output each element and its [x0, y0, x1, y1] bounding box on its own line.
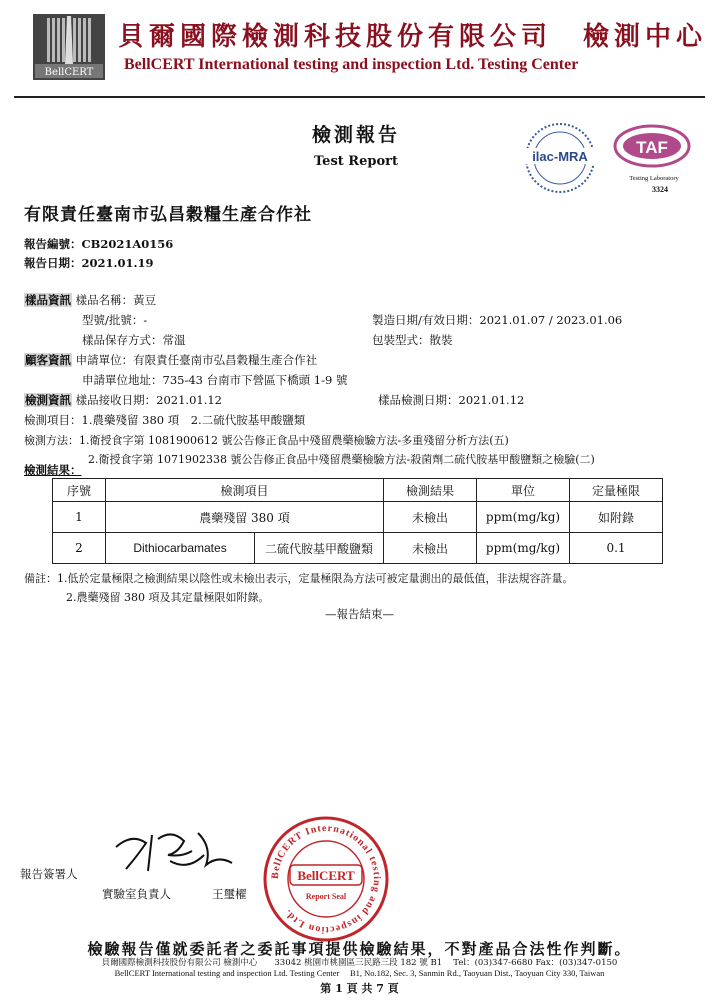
- cell-seq: 2: [53, 533, 106, 564]
- cell-unit: ppm(mg/kg): [477, 533, 570, 564]
- cell-unit: ppm(mg/kg): [477, 502, 570, 533]
- sample-name: 樣品名稱：黃豆: [75, 293, 157, 307]
- sample-storage: 樣品保存方式：常溫: [82, 333, 186, 347]
- report-no: [24, 236, 173, 252]
- report-seal: [262, 815, 390, 943]
- sample-mfg: 製造日期/有效日期：2021.01.07 / 2023.01.06: [372, 313, 623, 327]
- cell-result: 未檢出: [384, 533, 477, 564]
- test-items: 檢測項目：1.農藥殘留 380 項 2.二硫代胺基甲酸鹽類: [24, 413, 306, 427]
- ilac-text: ilac-MRA: [532, 149, 588, 164]
- received-date: 樣品接收日期：2021.01.12: [75, 393, 222, 407]
- report-date: [24, 255, 154, 271]
- sample-tag: 樣品資訊: [25, 293, 71, 307]
- taf-logo: [612, 124, 692, 200]
- company-logo: [33, 14, 105, 80]
- report-title-en: Test Report: [314, 154, 398, 169]
- cell-item-cn: 二硫代胺基甲酸鹽類: [255, 533, 384, 564]
- test-method-2: 2.衛授食字第 1071902338 號公告修正食品中殘留農藥檢驗方法-殺菌劑二硫代胺基甲酸鹽類之檢驗(二): [88, 453, 595, 466]
- header-loq: 定量極限: [570, 479, 663, 502]
- client-name: 有限責任臺南市弘昌穀糧生產合作社: [24, 205, 312, 225]
- cell-item: 農藥殘留 380 項: [106, 502, 384, 533]
- taf-text: TAF: [636, 138, 668, 157]
- cell-seq: 1: [53, 502, 106, 533]
- cell-result: 未檢出: [384, 502, 477, 533]
- footer-address-en: BellCERT International testing and inspection Ltd. Testing Center B1, No.182, Sec. 3, Sanmin Rd., Taoyuan Dist., Taoyuan City 330, Taiwan: [114, 968, 605, 978]
- test-info-tag: 檢測資訊: [25, 393, 71, 407]
- signer-name: 王璽櫂: [212, 887, 247, 901]
- results-label: 檢測結果：: [24, 463, 82, 477]
- customer-address: 申請單位地址：735-43 台南市下營區下橋頭 1-9 號: [82, 373, 348, 387]
- tested-date: 樣品檢測日期：2021.01.12: [378, 393, 525, 407]
- header-unit: 單位: [477, 479, 570, 502]
- table-header-row: [53, 479, 663, 502]
- signature: [108, 825, 238, 875]
- cell-item-en: Dithiocarbamates: [106, 533, 255, 564]
- seal-center-text: BellCERT: [297, 868, 355, 883]
- signer-role: 實驗室負責人: [102, 887, 171, 901]
- test-method-1: 檢測方法：1.衛授食字第 1081900612 號公告修正食品中殘留農藥檢驗方法-多重殘留分析方法(五): [24, 434, 509, 447]
- page-number: 第 1 頁 共 7 頁: [320, 982, 399, 995]
- report-end: —報告結束—: [325, 607, 394, 621]
- sample-package: 包裝型式：散裝: [372, 333, 453, 347]
- customer-row-1: [24, 352, 317, 368]
- customer-tag: 顧客資訊: [25, 353, 71, 367]
- logo-text: BellCERT: [44, 67, 94, 78]
- table-row: [53, 502, 663, 533]
- cell-loq: 如附錄: [570, 502, 663, 533]
- cell-loq: 0.1: [570, 533, 663, 564]
- company-name-cn: 貝爾國際檢測科技股份有限公司 檢測中心: [118, 22, 708, 52]
- header-seq: 序號: [53, 479, 106, 502]
- report-no-value: CB2021A0156: [81, 237, 174, 251]
- taf-number: 3324: [652, 185, 668, 194]
- test-info-row: [24, 392, 222, 408]
- report-date-label: 報告日期：: [24, 256, 82, 270]
- sample-row-1: [24, 292, 156, 308]
- footer-address-cn: 貝爾國際檢測科技股份有限公司 檢測中心 33042 桃園市桃園區三民路三段 182 號 B1 Tel：(03)347-6680 Fax：(03)347-0150: [101, 958, 618, 968]
- taf-lab-text: Testing Laboratory: [629, 175, 679, 182]
- header-divider: [14, 96, 705, 98]
- results-table: [52, 478, 663, 564]
- footer-disclaimer: 檢驗報告僅就委託者之委託事項提供檢驗結果，不對產品合法性作判斷。: [87, 940, 632, 958]
- company-name-en: BellCERT International testing and inspection Ltd. Testing Center: [124, 56, 579, 73]
- ilac-mra-logo: [520, 122, 600, 194]
- note-1: 備註：1.低於定量極限之檢測結果以陰性或未檢出表示，定量極限為方法可被定量測出的最低值，非法規容許量。: [24, 572, 574, 585]
- customer-applicant: 申請單位：有限責任臺南市弘昌穀糧生產合作社: [75, 353, 318, 367]
- signer-label: 報告簽署人: [20, 867, 78, 881]
- table-row: [53, 533, 663, 564]
- report-date-value: 2021.01.19: [81, 256, 154, 270]
- header-result: 檢測結果: [384, 479, 477, 502]
- report-no-label: 報告編號：: [24, 237, 82, 251]
- header-item: 檢測項目: [106, 479, 384, 502]
- sample-model: 型號/批號：-: [82, 313, 148, 327]
- note-2: 2.農藥殘留 380 項及其定量極限如附錄。: [66, 591, 270, 604]
- report-title-cn: 檢測報告: [311, 124, 400, 146]
- seal-sub-text: Report Seal: [305, 892, 347, 901]
- seal-ring-text: BellCERT International testing and inspection Ltd.: [269, 822, 383, 936]
